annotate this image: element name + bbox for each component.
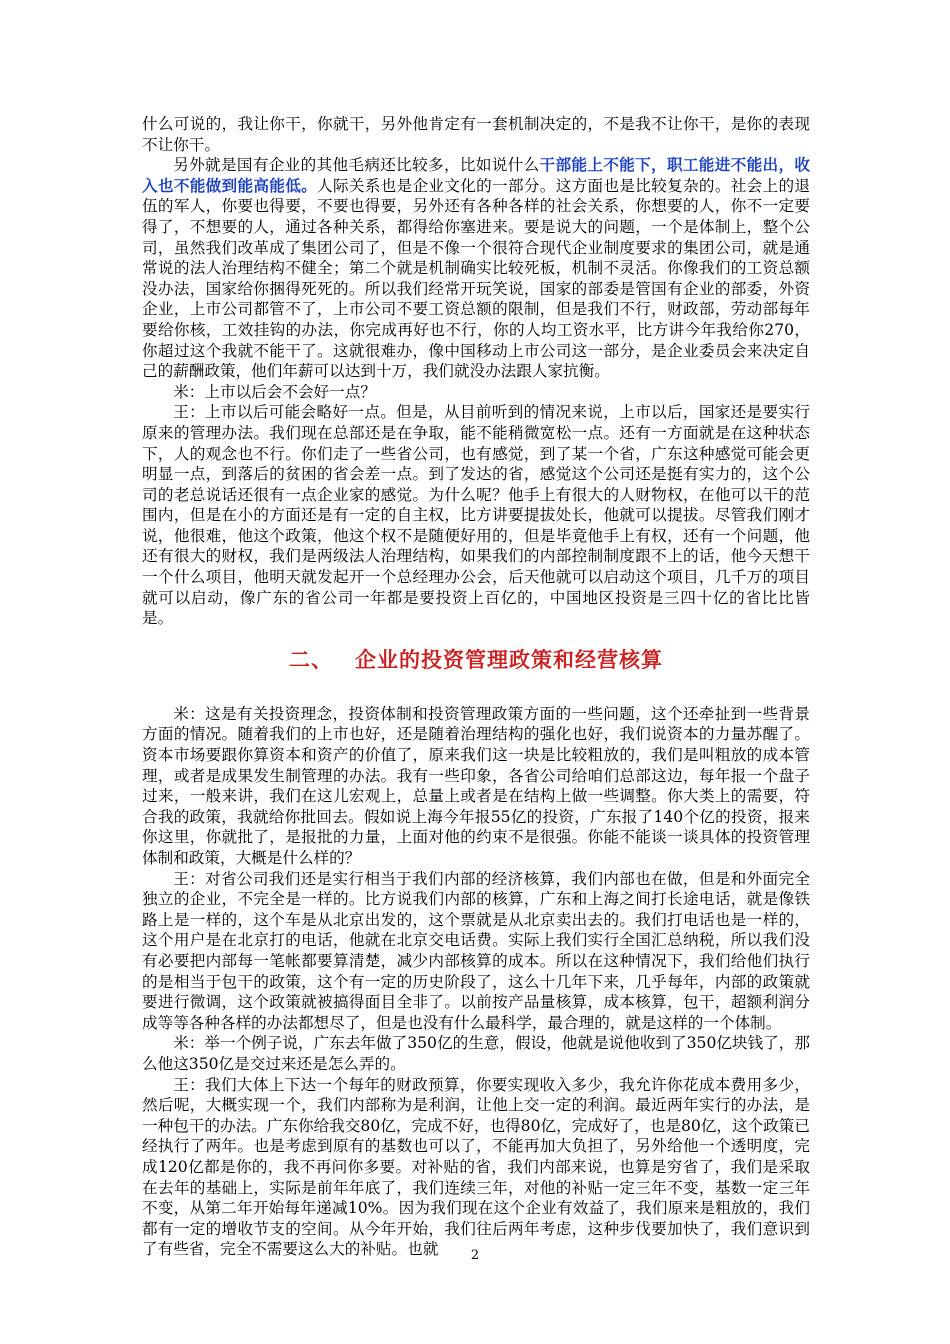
- section-title: 企业的投资管理政策和经营核算: [355, 646, 663, 672]
- paragraph-text: 什么可说的，我让你干，你就干，另外他肯定有一套机制决定的，不是我不让你干，是你的表现不让你干。: [142, 115, 810, 154]
- paragraph: [142, 155, 810, 382]
- page-number: 2: [470, 1248, 480, 1263]
- section-heading: [142, 643, 810, 677]
- document-page: [142, 114, 810, 1260]
- section-number: 二、: [289, 646, 333, 672]
- paragraph-text: 王：上市以后可能会略好一点。但是，从目前听到的情况来说，上市以后，国家还是要实行原来的管理办法。我们现在总部还是在争取，能不能稍微宽松一点。还有一方面就是在这种状态下，人的观念也不行。你们走了一些省公司，也有感觉，到了某一个省，广东这种感觉可能会更明显一点，到落后的贫困的省会差一点。到了发达的省，感觉这个公司还是挺有实力的，这个公司的老总说话还很有一点企业家的感觉。为什么呢？他手上有很大的人财物权，在他可以干的范围内，但是在小的方面还是有一定的自主权，比方讲要提拔处长，他就可以提拔。尽管我们刚才说，他很难，他这个政策，他这个权不是随便好用的，但是毕竟他手上有权，还有一个问题，他还有很大的财权，我们是两级法人治理结构，如果我们的内部控制制度跟不上的话，他今天想干一个什么项目，他明天就发起开一个总经理办公会，后天他就可以启动这个项目，几千万的项目就可以启动，像广东的省公司一年都是要投资上百亿的，中国地区投资是三四十亿的省比比皆是。: [142, 403, 810, 628]
- body-text-top: [142, 114, 810, 629]
- paragraph-text: 王：对省公司我们还是实行相当于我们内部的经济核算，我们内部也在做，但是和外面完全独立的企业，不完全是一样的。比方说我们内部的核算，广东和上海之间打长途电话，就是像铁路上是一样的，这个车是从北京出发的，这个票就是从北京卖出去的。我们打电话也是一样的，这个用户是在北京打的电话，他就在北京交电话费。实际上我们实行全国汇总纳税，所以我们没有必要把内部每一笔帐都要算清楚，减少内部核算的成本。所以在这种情况下，我们给他们执行的是相当于包干的政策，这个有一定的历史阶段了，这么十几年下来，几乎每年，内部的政策就要进行微调，这个政策就被搞得面目全非了。以前按产品量核算，成本核算，包干，超额利润分成等等各种各样的办法都想尽了，但是也没有什么最科学，最合理的，就是这样的一个体制。: [142, 869, 810, 1032]
- paragraph: [142, 869, 810, 1034]
- paragraph-text: 另外就是国有企业的其他毛病还比较多，比如说什么: [173, 156, 540, 175]
- paragraph: [142, 1075, 810, 1260]
- paragraph-text: 米：这是有关投资理念，投资体制和投资管理政策方面的一些问题，这个还牵扯到一些背景方面的情况。随着我们的上市也好，还是随着治理结构的强化也好，我们说资本的力量苏醒了。资本市场要跟你算资本和资产的价值了，原来我们这一块是比较粗放的，我们是叫粗放的成本管理，或者是成果发生制管理的办法。我有一些印象，各省公司给咱们总部这边，每年报一个盘子过来，一般来讲，我们在这儿宏观上，总量上或者是在结构上做一些调整。你大类上的需要，符合我的政策，我就给你批回去。假如说上海今年报55亿的投资，广东报了140个亿的投资，报来你这里，你就批了，是报批的力量，上面对他的约束不是很强。你能不能谈一谈具体的投资管理体制和政策，大概是什么样的？: [142, 704, 810, 867]
- highlighted-text: 干部能上不能下，职工能进不能出，收入也不能做到能高能低。: [142, 155, 810, 195]
- section-spacer: [142, 677, 810, 704]
- paragraph-text: 米：上市以后会不会好一点？: [173, 382, 376, 401]
- paragraph-text: 王：我们大体上下达一个每年的财政预算，你要实现收入多少，我允许你花成本费用多少，然后呢，大概实现一个，我们内部称为是利润，让他上交一定的利润。最近两年实行的办法，是一种包干的办法。广东你给我交80亿，完成不好，也得80亿，完成好了，也是80亿，这个政策已经执行了两年。也是考虑到原有的基数也可以了，不能再加大负担了，另外给他一个透明度，完成120亿都是你的，我不再问你多要。对补贴的省，我们内部来说，也算是穷省了，我们是采取在去年的基础上，实际是前年年底了，我们连续三年，对他的补贴一定三年不变，基数一定三年不变，从第二年开始每年递减10%。因为我们现在这个企业有效益了，我们原来是粗放的，我们都有一定的增收节支的空间。从今年开始，我们往后两年考虑，这种步伐要加快了，我们意识到了有些省，完全不需要这么大的补贴。也就: [142, 1075, 810, 1259]
- paragraph: [142, 704, 810, 869]
- body-text-bottom: [142, 704, 810, 1260]
- paragraph: [142, 1033, 810, 1074]
- paragraph-text: 米：举一个例子说，广东去年做了350亿的生意，假设，他就是说他收到了350亿块钱了，那么他这350亿是交过来还是怎么弄的。: [142, 1034, 810, 1073]
- paragraph-text: 人际关系也是企业文化的一部分。这方面也是比较复杂的。社会上的退伍的军人，你要也得要，不要也得要，另外还有各种各样的社会关系，你想要的人，你不一定要得了，不想要的人，通过各种关系，都得给你塞进来。要是说大的问题，一个是体制上，整个公司，虽然我们改革成了集团公司了，但是不像一个很符合现代企业制度要求的集团公司，就是通常说的法人治理结构不健全；第二个就是机制确实比较死板，机制不灵活。你像我们的工资总额没办法，国家给你捆得死死的。所以我们经常开玩笑说，国家的部委是管国有企业的部委，外资企业，上市公司都管不了，上市公司不要工资总额的限制，但是我们不行，财政部，劳动部每年要给你核，工效挂钩的办法，你完成再好也不行，你的人均工资水平，比方讲今年我给你270，你超过这个我就不能干了。这就很难办，像中国移动上市公司这一部分，是企业委员会来决定自己的薪酬政策，他们年薪可以达到十万，我们就没办法跟人家抗衡。: [142, 176, 810, 381]
- paragraph: [142, 402, 810, 629]
- paragraph: [142, 382, 810, 403]
- paragraph: [142, 114, 810, 155]
